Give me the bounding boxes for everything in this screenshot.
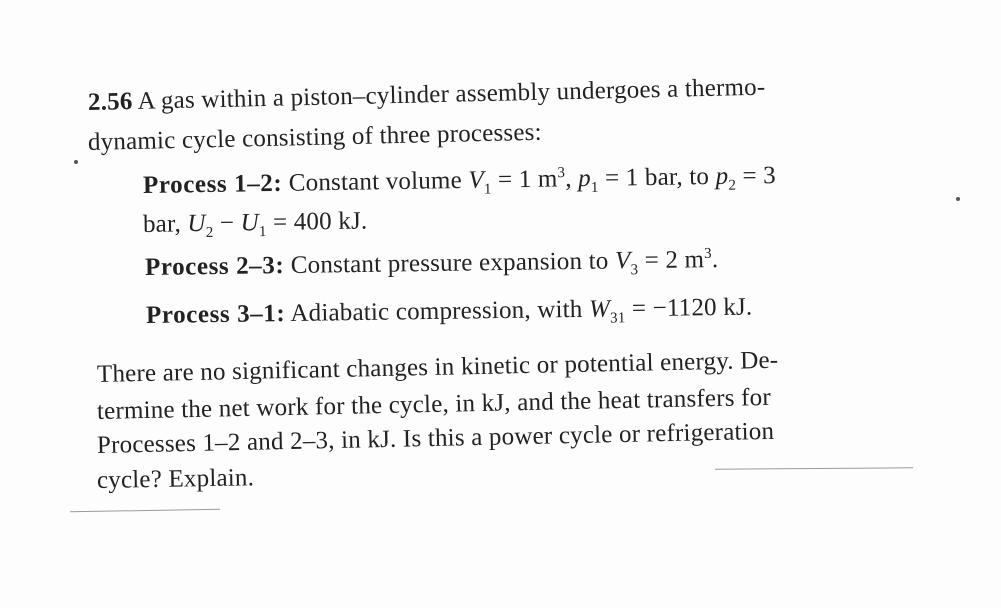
closing-text-1: There are no significant changes in kinetic or potential energy. De- [96, 346, 779, 388]
process-2-3-text: Constant pressure expansion to [290, 247, 616, 279]
divider-rule-right [715, 467, 913, 469]
sub-2: 2 [728, 177, 737, 194]
stray-dot-right [956, 197, 960, 201]
sup-3: 3 [557, 165, 566, 182]
stray-dot-left [74, 160, 78, 164]
minus: − [213, 209, 241, 237]
period: . [711, 245, 719, 274]
problem-intro-line-1 [88, 73, 766, 118]
closing-line-4 [97, 463, 255, 496]
var-U2: U [187, 210, 206, 238]
var-U1: U [240, 209, 260, 237]
process-2-3-label: Process 2–3: [144, 252, 285, 281]
process-3-1-line [146, 293, 753, 331]
eq-volume-3: = 2 m [637, 246, 705, 275]
process-1-2-line-2 [143, 206, 368, 240]
intro-text-1: A gas within a piston–cylinder assembly undergoes a thermo- [137, 73, 766, 115]
var-W31: W [588, 295, 611, 323]
closing-text-4: cycle? Explain. [96, 464, 255, 494]
bar-text: bar, [142, 210, 188, 238]
var-p2: p [715, 162, 729, 191]
sub-1: 1 [483, 181, 492, 198]
process-3-1-label: Process 3–1: [145, 300, 286, 329]
process-1-2-text: Constant volume [288, 166, 469, 197]
var-V1: V [468, 166, 485, 194]
sub-1: 1 [590, 179, 599, 196]
process-1-2-label: Process 1–2: [142, 169, 283, 199]
eq-pressure-2: = 3 [735, 162, 777, 190]
problem-intro-line-2 [88, 118, 542, 158]
sub-2: 2 [205, 224, 214, 242]
sub-31: 31 [610, 310, 626, 327]
sub-1: 1 [258, 224, 267, 241]
closing-text-2: termine the net work for the cycle, in kJ, and the heat transfers for [96, 383, 772, 425]
closing-line-1 [97, 346, 779, 390]
sub-3: 3 [630, 262, 639, 279]
eq-energy: = 400 kJ. [266, 207, 368, 237]
eq-volume: = 1 m [491, 165, 558, 194]
process-1-2-line-1 [143, 161, 776, 201]
process-2-3-line [145, 245, 719, 283]
eq-pressure-1: = 1 bar, to [598, 163, 716, 192]
divider-rule-left [70, 509, 220, 513]
eq-work: = −1120 kJ. [625, 293, 753, 323]
process-3-1-text: Adiabatic compression, with [290, 295, 590, 327]
closing-text-3: Processes 1–2 and 2–3, in kJ. Is this a power cycle or refrigeration [96, 417, 775, 459]
sup-3: 3 [703, 245, 712, 262]
var-p1: p [577, 164, 592, 193]
var-V3: V [614, 247, 631, 275]
comma: , [565, 165, 579, 193]
problem-number: 2.56 [87, 87, 133, 116]
intro-text-2: dynamic cycle consisting of three processes: [87, 118, 542, 156]
